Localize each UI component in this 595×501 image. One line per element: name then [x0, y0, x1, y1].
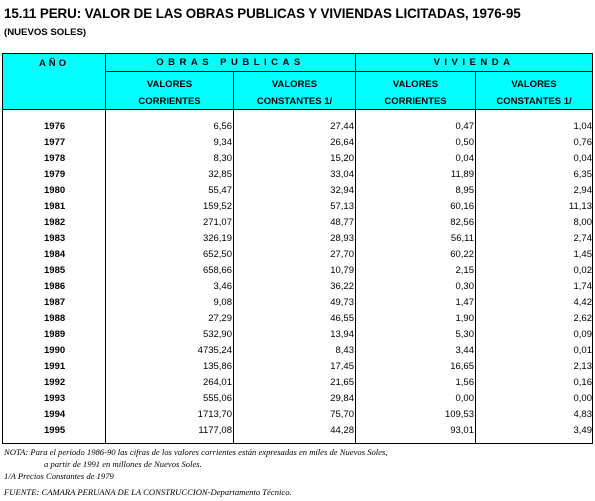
year-cell: 1976 — [44, 121, 66, 132]
header-col-label-line2: CORRIENTES — [384, 96, 447, 107]
obras-constantes-cell: 44,28 — [330, 425, 354, 436]
header-obras-label: OBRAS PUBLICAS — [156, 57, 305, 68]
obras-constantes-cell: 29,84 — [330, 393, 354, 404]
table-border-bottom — [2, 443, 593, 444]
obras-corrientes-cell: 532,90 — [202, 329, 232, 340]
header-col-label-line1: VALORES — [511, 79, 557, 90]
obras-corrientes-cell: 55,47 — [208, 185, 232, 196]
vivienda-constantes-cell: 2,94 — [573, 185, 592, 196]
year-cell: 1993 — [44, 393, 66, 404]
header-col-label-line2: CONSTANTES 1/ — [256, 96, 333, 107]
table-row — [0, 215, 595, 231]
vivienda-constantes-cell: 3,49 — [573, 425, 592, 436]
vivienda-corrientes-cell: 109,53 — [444, 409, 474, 420]
vivienda-corrientes-cell: 56,11 — [450, 233, 474, 244]
header-year — [2, 53, 106, 110]
header-col-label-line2: CONSTANTES 1/ — [496, 96, 572, 107]
obras-constantes-cell: 28,93 — [330, 233, 354, 244]
table-row — [0, 183, 595, 199]
vivienda-constantes-cell: 4,83 — [573, 409, 592, 420]
vivienda-constantes-cell: 0,76 — [573, 137, 592, 148]
year-cell: 1983 — [44, 233, 66, 244]
obras-constantes-cell: 8,43 — [335, 345, 354, 356]
year-cell: 1977 — [44, 137, 66, 148]
obras-corrientes-cell: 326,19 — [202, 233, 232, 244]
vivienda-constantes-cell: 8,00 — [573, 217, 592, 228]
vivienda-constantes-cell: 0,01 — [573, 345, 592, 356]
table-row — [0, 359, 595, 375]
page-subtitle: (NUEVOS SOLES) — [4, 27, 87, 38]
vivienda-constantes-cell: 0,09 — [573, 329, 592, 340]
obras-corrientes-cell: 32,85 — [208, 169, 232, 180]
vivienda-corrientes-cell: 5,30 — [455, 329, 474, 340]
year-cell: 1984 — [44, 249, 66, 260]
year-cell: 1992 — [44, 377, 66, 388]
obras-constantes-cell: 26,64 — [330, 137, 354, 148]
year-cell: 1981 — [44, 201, 66, 212]
vivienda-constantes-cell: 0,00 — [573, 393, 592, 404]
year-cell: 1987 — [44, 297, 66, 308]
note-line-3: 1/A Precios Constantes de 1979 — [4, 471, 114, 481]
note-line-2: a partir de 1991 en millones de Nuevos Soles. — [44, 459, 202, 469]
page-title: 15.11 PERU: VALOR DE LAS OBRAS PUBLICAS Y VIVIENDAS LICITADAS, 1976-95 — [4, 6, 521, 21]
year-cell: 1978 — [44, 153, 66, 164]
obras-corrientes-cell: 8,30 — [213, 153, 232, 164]
source-note: FUENTE: CAMARA PERUANA DE LA CONSTRUCCION-Departamento Técnico. — [4, 487, 292, 497]
obras-constantes-cell: 57,13 — [330, 201, 354, 212]
vivienda-constantes-cell: 6,35 — [573, 169, 592, 180]
obras-corrientes-cell: 6,56 — [213, 121, 232, 132]
header-col-label-line2: CORRIENTES — [138, 96, 201, 107]
vivienda-constantes-cell: 0,16 — [573, 377, 592, 388]
vivienda-corrientes-cell: 0,30 — [455, 281, 474, 292]
obras-corrientes-cell: 9,34 — [213, 137, 232, 148]
header-vivienda — [355, 53, 593, 72]
obras-constantes-cell: 46,55 — [330, 313, 354, 324]
table-row — [0, 327, 595, 343]
obras-constantes-cell: 17,45 — [330, 361, 354, 372]
header-year-label: AÑO — [38, 58, 70, 69]
table-row — [0, 423, 595, 439]
table-row — [0, 231, 595, 247]
obras-corrientes-cell: 159,52 — [202, 201, 232, 212]
year-cell: 1980 — [44, 185, 66, 196]
table-row — [0, 135, 595, 151]
vivienda-corrientes-cell: 93,01 — [450, 425, 474, 436]
obras-corrientes-cell: 555,06 — [202, 393, 232, 404]
vivienda-corrientes-cell: 60,16 — [450, 201, 474, 212]
table-row — [0, 151, 595, 167]
header-obras-corrientes — [105, 71, 234, 110]
vivienda-constantes-cell: 2,74 — [573, 233, 592, 244]
header-obras-publicas — [105, 53, 356, 72]
obras-constantes-cell: 36,22 — [330, 281, 354, 292]
vivienda-corrientes-cell: 0,00 — [455, 393, 474, 404]
vivienda-corrientes-cell: 0,50 — [455, 137, 474, 148]
header-vivienda-constantes — [475, 71, 593, 110]
header-vivienda-corrientes — [355, 71, 476, 110]
table-row — [0, 247, 595, 263]
vivienda-constantes-cell: 4,42 — [573, 297, 592, 308]
obras-corrientes-cell: 4735,24 — [197, 345, 232, 356]
obras-constantes-cell: 48,77 — [330, 217, 354, 228]
obras-constantes-cell: 32,94 — [330, 185, 354, 196]
obras-corrientes-cell: 1177,08 — [198, 425, 232, 436]
obras-constantes-cell: 49,73 — [330, 297, 354, 308]
vivienda-constantes-cell: 11,13 — [568, 201, 592, 212]
vivienda-corrientes-cell: 1,90 — [455, 313, 474, 324]
year-cell: 1991 — [44, 361, 66, 372]
vivienda-corrientes-cell: 16,65 — [450, 361, 474, 372]
vivienda-constantes-cell: 1,45 — [573, 249, 592, 260]
table-row — [0, 295, 595, 311]
year-cell: 1989 — [44, 329, 66, 340]
year-cell: 1985 — [44, 265, 66, 276]
vivienda-corrientes-cell: 2,15 — [455, 265, 474, 276]
vivienda-corrientes-cell: 60,22 — [450, 249, 474, 260]
vivienda-constantes-cell: 2,13 — [573, 361, 592, 372]
obras-constantes-cell: 13,94 — [330, 329, 354, 340]
obras-corrientes-cell: 27,29 — [208, 313, 232, 324]
vivienda-corrientes-cell: 3,44 — [455, 345, 474, 356]
table-row — [0, 119, 595, 135]
year-cell: 1990 — [44, 345, 66, 356]
year-cell: 1995 — [44, 425, 66, 436]
vivienda-corrientes-cell: 0,47 — [455, 121, 474, 132]
obras-constantes-cell: 27,44 — [330, 121, 354, 132]
obras-corrientes-cell: 652,50 — [202, 249, 232, 260]
year-cell: 1982 — [44, 217, 66, 228]
obras-corrientes-cell: 3,46 — [213, 281, 232, 292]
header-vivienda-label: VIVIENDA — [433, 57, 515, 68]
obras-corrientes-cell: 264,01 — [202, 377, 232, 388]
table-row — [0, 343, 595, 359]
vivienda-corrientes-cell: 0,04 — [455, 153, 474, 164]
header-col-label-line1: VALORES — [271, 79, 318, 90]
obras-constantes-cell: 10,79 — [330, 265, 354, 276]
table-row — [0, 375, 595, 391]
obras-corrientes-cell: 271,07 — [202, 217, 232, 228]
year-cell: 1988 — [44, 313, 66, 324]
obras-constantes-cell: 15,20 — [330, 153, 354, 164]
vivienda-corrientes-cell: 8,95 — [455, 185, 474, 196]
obras-constantes-cell: 27,70 — [330, 249, 354, 260]
vivienda-constantes-cell: 0,04 — [573, 153, 592, 164]
vivienda-corrientes-cell: 1,47 — [455, 297, 474, 308]
obras-corrientes-cell: 135,86 — [202, 361, 232, 372]
note-line-1: NOTA: Para el periodo 1986-90 las cifras de los valores corrientes están expresadas en miles de Nuevos Soles, — [4, 447, 388, 457]
vivienda-constantes-cell: 1,74 — [573, 281, 592, 292]
header-obras-constantes — [233, 71, 356, 110]
vivienda-corrientes-cell: 1,56 — [455, 377, 474, 388]
year-cell: 1986 — [44, 281, 66, 292]
vivienda-constantes-cell: 0,02 — [573, 265, 592, 276]
vivienda-constantes-cell: 2,62 — [573, 313, 592, 324]
obras-corrientes-cell: 1713,70 — [197, 409, 232, 420]
table-row — [0, 167, 595, 183]
year-cell: 1994 — [44, 409, 66, 420]
year-cell: 1979 — [44, 169, 66, 180]
table-row — [0, 391, 595, 407]
table-row — [0, 279, 595, 295]
obras-constantes-cell: 75,70 — [330, 409, 354, 420]
obras-constantes-cell: 33,04 — [330, 169, 354, 180]
header-col-label-line1: VALORES — [392, 79, 439, 90]
header-col-label-line1: VALORES — [146, 79, 193, 90]
obras-constantes-cell: 21,65 — [330, 377, 354, 388]
table-row — [0, 311, 595, 327]
obras-corrientes-cell: 658,66 — [202, 265, 232, 276]
obras-corrientes-cell: 9,08 — [213, 297, 232, 308]
vivienda-constantes-cell: 1,04 — [573, 121, 592, 132]
table-row — [0, 263, 595, 279]
table-row — [0, 199, 595, 215]
vivienda-corrientes-cell: 11,89 — [450, 169, 474, 180]
table-row — [0, 407, 595, 423]
vivienda-corrientes-cell: 82,56 — [450, 217, 474, 228]
